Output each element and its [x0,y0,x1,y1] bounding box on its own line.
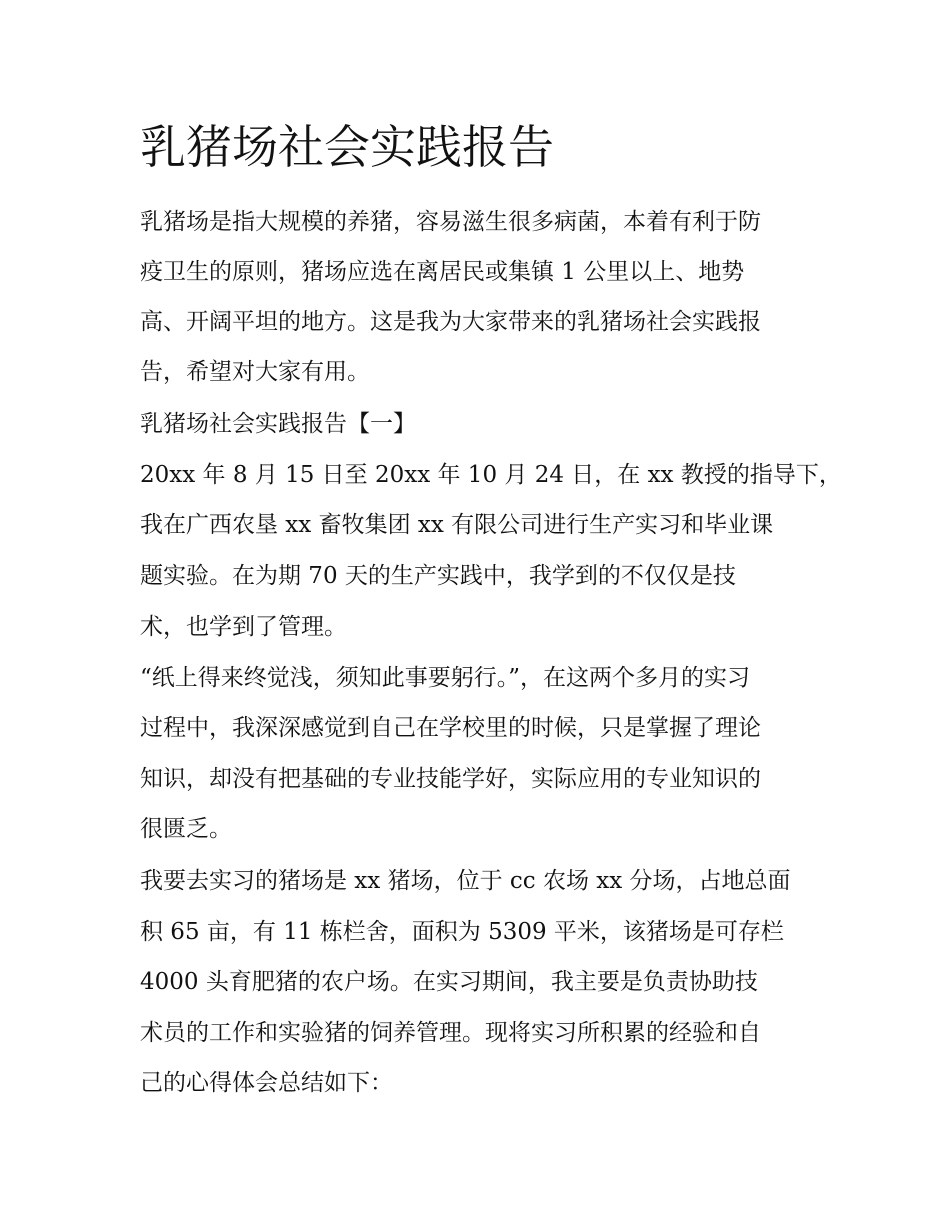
text-line: 题实验。在为期 70 天的生产实践中，我学到的不仅仅是技 [140,563,736,589]
text-line: 术员的工作和实验猪的饲养管理。现将实习所积累的经验和自 [140,1020,761,1046]
section-heading: 乳猪场社会实践报告【一】 [140,411,416,437]
page-title: 乳猪场社会实践报告 [140,120,554,174]
text-line: 我在广西农垦 xx 畜牧集团 xx 有限公司进行生产实习和毕业课 [140,512,774,538]
text-line: 乳猪场是指大规模的养猪，容易滋生很多病菌，本着有利于防 [140,209,761,235]
text-line: 高、开阔平坦的地方。这是我为大家带来的乳猪场社会实践报 [140,309,761,335]
text-line: 我要去实习的猪场是 xx 猪场，位于 cc 农场 xx 分场，占地总面 [140,868,791,894]
text-line: 积 65 亩，有 11 栋栏舍，面积为 5309 平米，该猪场是可存栏 [140,919,784,945]
text-line: 告，希望对大家有用。 [140,359,370,385]
text-line: 过程中，我深深感觉到自己在学校里的时候，只是掌握了理论 [140,715,761,741]
text-line: 很匮乏。 [140,816,232,842]
text-line: 术，也学到了管理。 [140,614,347,640]
text-line: 知识，却没有把基础的专业技能学好，实际应用的专业知识的 [140,766,761,792]
text-line: 20xx 年 8 月 15 日至 20xx 年 10 月 24 日，在 xx 教授的指导下， [140,462,842,488]
text-line: 4000 头育肥猪的农户场。在实习期间，我主要是负责协助技 [140,969,758,995]
text-line: 疫卫生的原则，猪场应选在离居民或集镇 1 公里以上、地势 [140,259,745,285]
text-line: “纸上得来终觉浅，须知此事要躬行。”，在这两个多月的实习 [140,665,751,691]
text-line: 己的心得体会总结如下： [140,1070,393,1096]
